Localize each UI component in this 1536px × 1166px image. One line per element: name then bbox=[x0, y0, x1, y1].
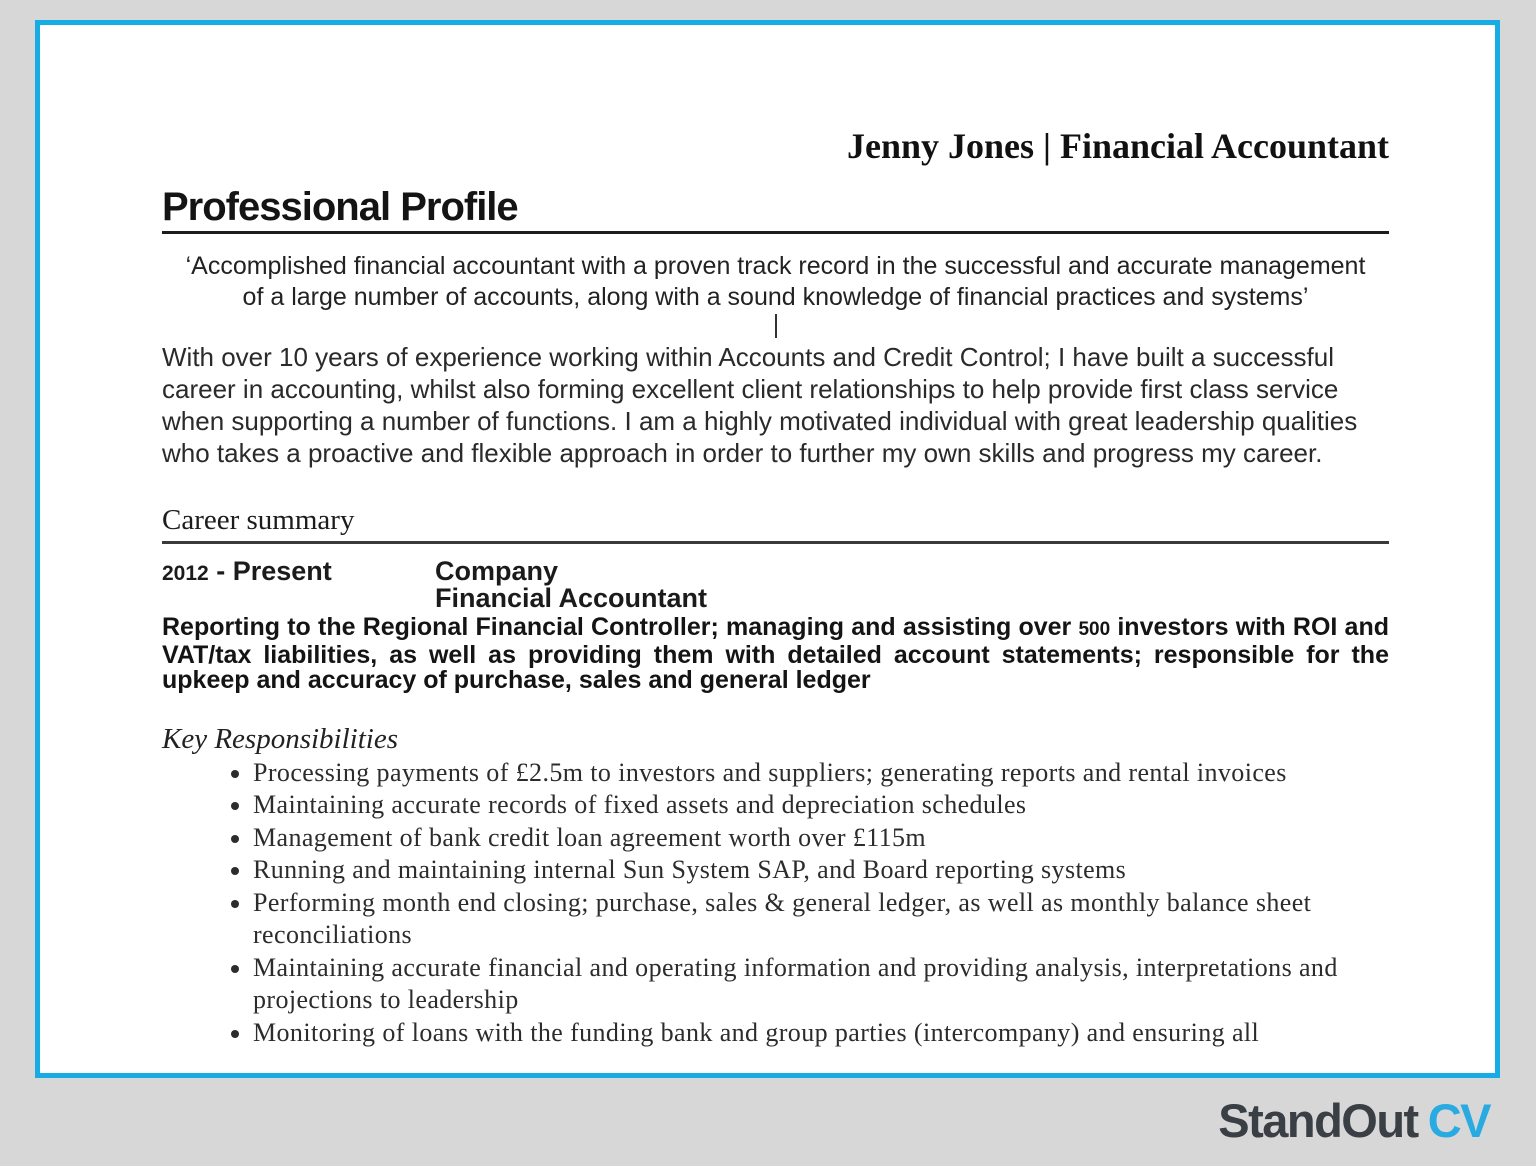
cv-content bbox=[40, 125, 1495, 1049]
list-item: • Processing payments of £2.5m to investors and suppliers; generating reports and rental invoices bbox=[253, 757, 1389, 790]
profile-summary-paragraph: With over 10 years of experience working within Accounts and Credit Control; I have built a successful career in accounting, whilst also forming excellent client relationships to help provide first class service when supporting a number of functions. I am a highly motivated individual with great leadership qualities who takes a proactive and flexible approach in order to further my own skills and progress my career. bbox=[162, 342, 1358, 468]
text-cursor-caret bbox=[775, 314, 777, 338]
job-dates-year: 2012 bbox=[162, 562, 209, 585]
list-item: • Maintaining accurate records of fixed assets and depreciation schedules bbox=[253, 789, 1389, 822]
list-item: • Management of bank credit loan agreement worth over £115m bbox=[253, 822, 1389, 855]
responsibilities-list bbox=[162, 757, 1389, 1050]
job-header-row bbox=[162, 558, 1389, 612]
job-description-part1: Reporting to the Regional Financial Controller; managing and assisting over bbox=[162, 613, 1079, 641]
profile-quote-line2: of a large number of accounts, along with a sound knowledge of financial practices and systems’ bbox=[242, 283, 1309, 311]
job-dates-rest: - Present bbox=[208, 556, 332, 586]
logo-cv-text: CV bbox=[1427, 1094, 1490, 1147]
job-company-role bbox=[435, 558, 1389, 612]
key-responsibilities-heading: Key Responsibilities bbox=[162, 722, 398, 755]
job-dates bbox=[162, 558, 435, 612]
career-summary-heading: Career summary bbox=[162, 505, 1389, 544]
job-company: Company bbox=[435, 556, 559, 586]
job-description-number: 500 bbox=[1078, 619, 1111, 640]
job-role-title: Financial Accountant bbox=[435, 583, 708, 613]
logo-standout-text: StandOut bbox=[1218, 1094, 1418, 1147]
job-description bbox=[162, 615, 1389, 694]
list-item: • Performing month end closing; purchase, sales & general ledger, as well as monthly balance sheet reconciliations bbox=[253, 887, 1389, 952]
professional-profile-heading: Professional Profile bbox=[162, 185, 1389, 234]
profile-quote bbox=[162, 251, 1389, 313]
list-item: • Monitoring of loans with the funding bank and group parties (intercompany) and ensuring all bbox=[253, 1017, 1389, 1050]
profile-quote-line1: ‘Accomplished financial accountant with a proven track record in the successful and accurate management bbox=[185, 252, 1366, 280]
list-item: • Maintaining accurate financial and operating information and providing analysis, interpretations and projections to leadership bbox=[253, 952, 1389, 1017]
cv-document-page bbox=[35, 20, 1500, 1078]
cv-header-name-title: Jenny Jones | Financial Accountant bbox=[847, 126, 1389, 166]
job-description-part2: investors with ROI and VAT/tax liabilities, as well as providing them with detailed account statements; responsible for the upkeep and accuracy of purchase, sales and general ledger bbox=[162, 613, 1389, 694]
list-item: • Running and maintaining internal Sun System SAP, and Board reporting systems bbox=[253, 854, 1389, 887]
standout-cv-logo bbox=[1218, 1093, 1490, 1148]
